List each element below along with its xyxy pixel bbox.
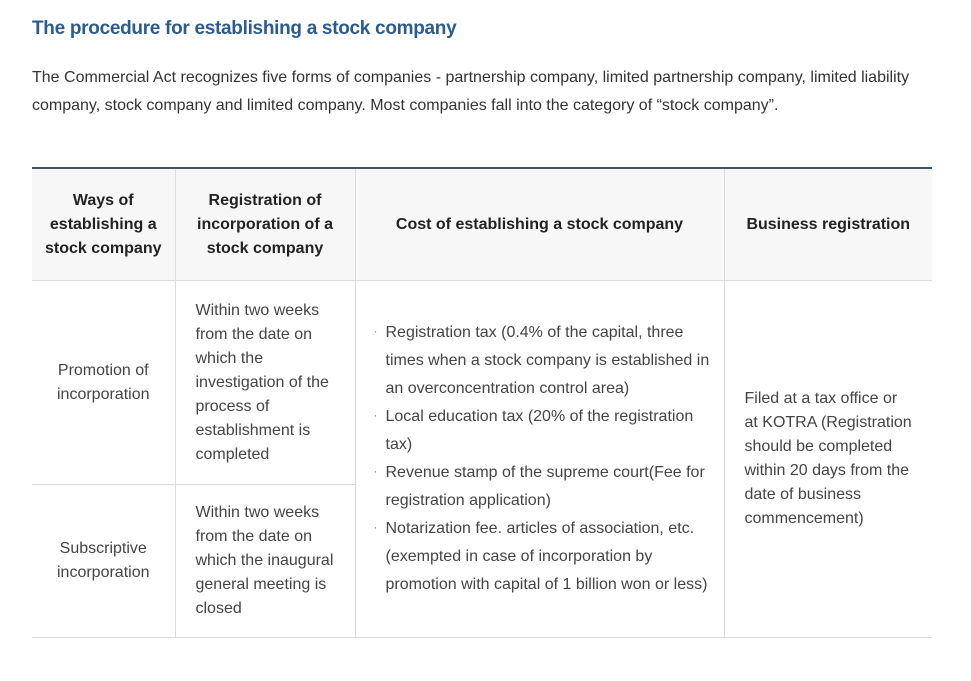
- bullet-dot: ·: [373, 464, 378, 478]
- registration-cell: Within two weeks from the date on which the investigation of the process of establishment is completed: [175, 281, 355, 485]
- table-row: [32, 281, 932, 485]
- bullet-dot: ·: [373, 520, 378, 534]
- procedure-table: [32, 167, 932, 638]
- cost-item: [374, 459, 710, 515]
- bullet-dot: ·: [373, 408, 378, 422]
- way-cell: Subscriptive incorporation: [32, 485, 175, 638]
- cost-list: [374, 319, 710, 599]
- cost-item: [374, 403, 710, 459]
- header-registration: Registration of incorporation of a stock company: [175, 168, 355, 281]
- cost-item: [374, 319, 710, 403]
- page-heading: The procedure for establishing a stock company: [32, 18, 457, 39]
- cost-item-text: Local education tax (20% of the registration tax): [385, 408, 694, 453]
- header-business-registration: Business registration: [724, 168, 932, 281]
- cost-item-text: Registration tax (0.4% of the capital, three times when a stock company is established in an overconcentration control area): [385, 324, 710, 397]
- business-registration-cell: Filed at a tax office or at KOTRA (Registration should be completed within 20 days from the date of business commencement): [724, 281, 932, 638]
- registration-cell: Within two weeks from the date on which the inaugural general meeting is closed: [175, 485, 355, 638]
- header-cost: Cost of establishing a stock company: [355, 168, 724, 281]
- cost-item: [374, 515, 710, 599]
- bullet-dot: ·: [373, 324, 378, 338]
- cost-cell: [355, 281, 724, 638]
- table-header-row: [32, 168, 932, 281]
- cost-item-text: Notarization fee. articles of association, etc.(exempted in case of incorporation by promotion with capital of 1 billion won or less): [385, 520, 708, 593]
- cost-item-text: Revenue stamp of the supreme court(Fee for registration application): [385, 464, 705, 509]
- header-ways: Ways of establishing a stock company: [32, 168, 175, 281]
- intro-paragraph: The Commercial Act recognizes five forms of companies - partnership company, limited partnership company, limited liability company, stock company and limited company. Most companies fall into the category of “stock company”.: [32, 69, 910, 114]
- way-cell: Promotion of incorporation: [32, 281, 175, 485]
